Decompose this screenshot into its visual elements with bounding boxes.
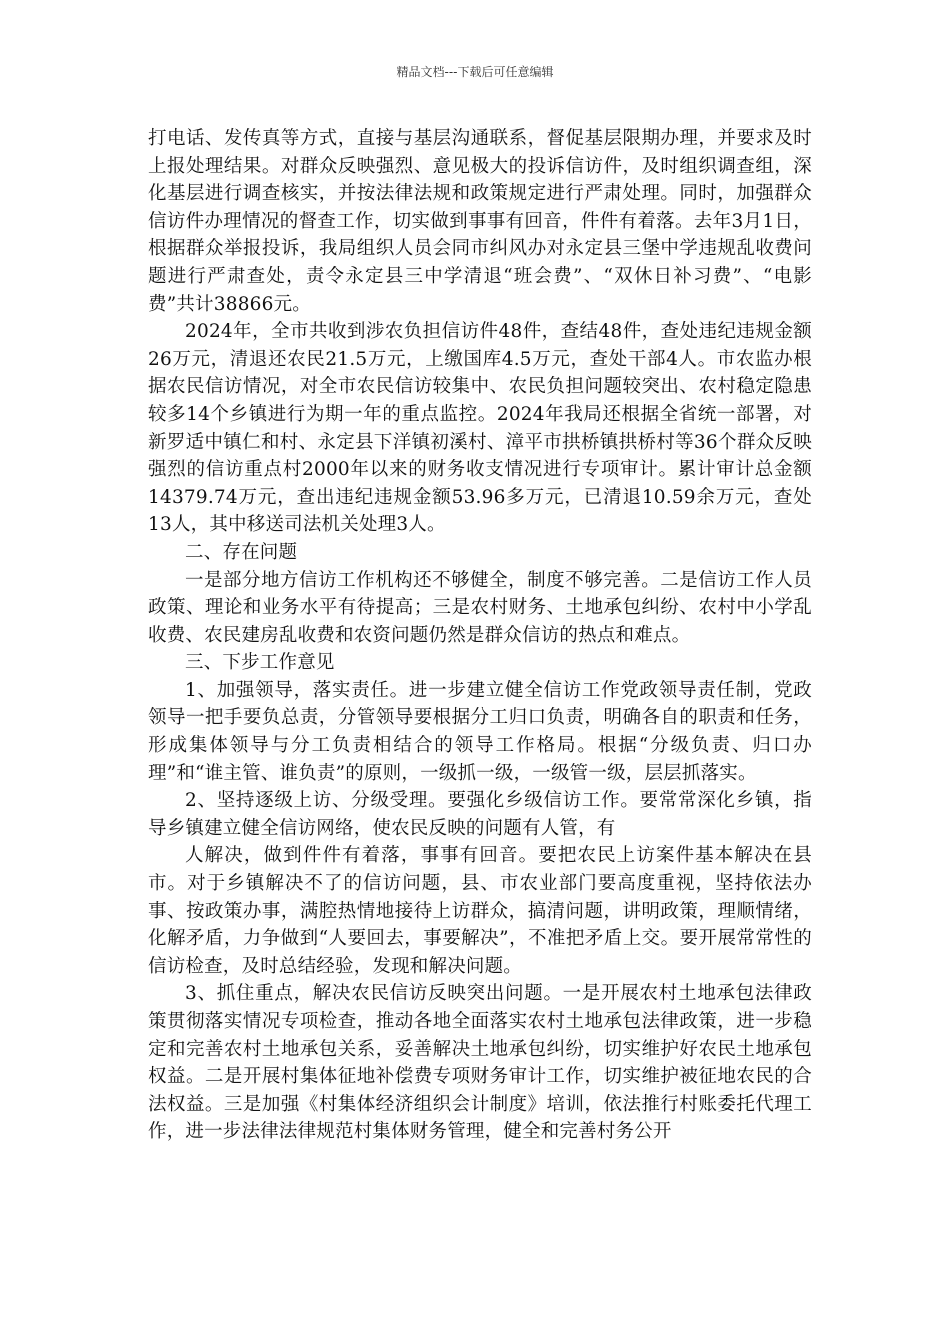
paragraph-problems: 一是部分地方信访工作机构还不够健全，制度不够完善。二是信访工作人员政策、理论和业务水平有待提高；三是农村财务、土地承包纠纷、农村中小学乱收费、农民建房乱收费和农资问题仍然是群众信访的热点和难点。	[148, 569, 812, 646]
paragraph-item-2: 2、坚持逐级上访、分级受理。要强化乡级信访工作。要常常深化乡镇，指导乡镇建立健全信访网络，使农民反映的问题有人管，有	[148, 790, 812, 839]
paragraph-statistics: 2024年，全市共收到涉农负担信访件48件，查结48件，查处违纪违规金额26万元，清退还农民21.5万元，上缴国库4.5万元，查处干部4人。市农监办根据农民信访情况，对全市农民信访较集中、农民负担问题较突出、农村稳定隐患较多14个乡镇进行为期一年的重点监控。2024年我局还根据全省统一部署，对新罗适中镇仁和村、永定县下洋镇初溪村、漳平市拱桥镇拱桥村等36个群众反映强烈的信访重点村2000年以来的财务收支情况进行专项审计。累计审计总金额14379.74万元，查出违纪违规金额53.96多万元，已清退10.59余万元，查处13人，其中移送司法机关处理3人。	[148, 321, 812, 536]
document-body	[148, 125, 812, 1146]
section-heading-problems: 二、存在问题	[185, 541, 298, 563]
page-header: 精品文档---下载后可任意编辑	[396, 65, 554, 79]
paragraph-continued: 打电话、发传真等方式，直接与基层沟通联系，督促基层限期办理，并要求及时上报处理结果。对群众反映强烈、意见极大的投诉信访件，及时组织调查组，深化基层进行调查核实，并按法律法规和政策规定进行严肃处理。同时，加强群众信访件办理情况的督查工作，切实做到事事有回音，件件有着落。去年3月1日，根据群众举报投诉，我局组织人员会同市纠风办对永定县三堡中学违规乱收费问题进行严肃查处，责令永定县三中学清退“班会费”、“双休日补习费”、“电影费”共计38866元。	[148, 128, 812, 315]
paragraph-item-2-continued: 人解决，做到件件有着落，事事有回音。要把农民上访案件基本解决在县市。对于乡镇解决不了的信访问题，县、市农业部门要高度重视，坚持依法办事、按政策办事，满腔热情地接待上访群众，搞清问题，讲明政策，理顺情绪，化解矛盾，力争做到“人要回去，事要解决”，不准把矛盾上交。要开展常常性的信访检查，及时总结经验，发现和解决问题。	[148, 845, 812, 977]
paragraph-item-1: 1、加强领导，落实责任。进一步建立健全信访工作党政领导责任制，党政领导一把手要负总责，分管领导要根据分工归口负责，明确各自的职责和任务，形成集体领导与分工负责相结合的领导工作格局。根据“分级负责、归口办理”和“谁主管、谁负责”的原则，一级抓一级，一级管一级，层层抓落实。	[148, 679, 812, 784]
paragraph-item-3: 3、抓住重点，解决农民信访反映突出问题。一是开展农村土地承包法律政策贯彻落实情况专项检查，推动各地全面落实农村土地承包法律政策，进一步稳定和完善农村土地承包关系，妥善解决土地承包纠纷，切实维护好农民土地承包权益。二是开展村集体征地补偿费专项财务审计工作，切实维护被征地农民的合法权益。三是加强《村集体经济组织会计制度》培训，依法推行村账委托代理工作，进一步法律法律规范村集体财务管理，健全和完善村务公开	[148, 983, 812, 1143]
section-heading-next-steps: 三、下步工作意见	[185, 652, 335, 674]
